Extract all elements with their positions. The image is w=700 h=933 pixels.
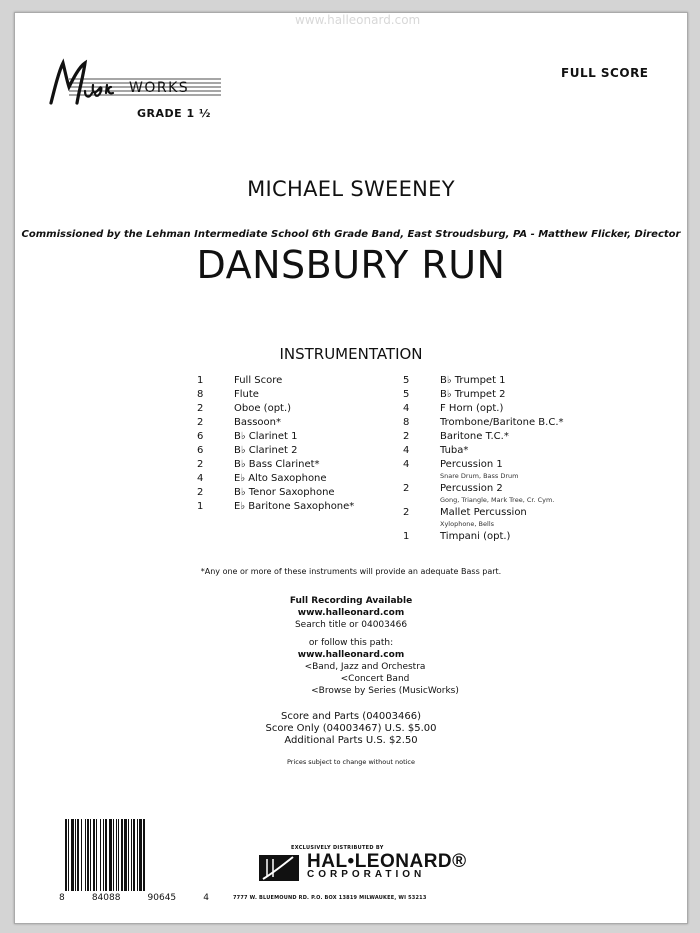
website-link[interactable]: www.halleonard.com xyxy=(297,608,405,618)
barcode-bar xyxy=(118,819,119,891)
instrument-name-text: Tuba* xyxy=(440,445,469,456)
instrument-detail: Gong, Triangle, Mark Tree, Cr. Cym. xyxy=(440,496,555,504)
instrument-quantity: 1 xyxy=(197,375,204,386)
instrument-name xyxy=(234,486,335,500)
watermark: www.halleonard.com xyxy=(295,13,421,27)
instrument-name-text: B♭ Clarinet 1 xyxy=(234,431,298,442)
barcode-bar xyxy=(124,819,127,891)
website-link-2[interactable]: www.halleonard.com xyxy=(297,650,405,660)
barcode-bar xyxy=(128,819,129,891)
pricing-info xyxy=(15,711,687,747)
bass-part-footnote: *Any one or more of these instruments will provide an adequate Bass part. xyxy=(200,567,502,576)
price-score-only: Score Only (04003467) U.S. $5.00 xyxy=(265,723,437,734)
barcode-bar xyxy=(93,819,95,891)
instrument-name-text: E♭ Alto Saxophone xyxy=(234,473,327,484)
barcode-bar xyxy=(65,819,67,891)
instrument-name-text: B♭ Trumpet 1 xyxy=(440,375,506,386)
barcode-bar xyxy=(85,819,86,891)
instrument-name xyxy=(440,374,506,388)
instrument-name xyxy=(234,416,281,430)
instrument-row xyxy=(403,482,643,506)
instrument-name xyxy=(234,458,320,472)
barcode-bar xyxy=(71,819,74,891)
instrument-quantity: 6 xyxy=(197,445,204,456)
instrument-name xyxy=(440,530,510,544)
instrument-name-text: B♭ Tenor Saxophone xyxy=(234,487,335,498)
barcode-bar xyxy=(75,819,76,891)
barcode-bar xyxy=(131,819,132,891)
follow-path-text: or follow this path: xyxy=(308,638,394,648)
instrument-name-text: Oboe (opt.) xyxy=(234,403,292,414)
distributed-by: EXCLUSIVELY DISTRIBUTED BY xyxy=(291,845,384,851)
instrument-detail: Snare Drum, Bass Drum xyxy=(440,472,519,480)
instrument-row xyxy=(197,388,397,402)
instrumentation-heading: INSTRUMENTATION xyxy=(279,345,423,363)
instrument-quantity: 2 xyxy=(403,507,410,518)
instrument-quantity: 8 xyxy=(197,389,204,400)
instrument-name xyxy=(440,430,509,444)
instrument-name-text: Full Score xyxy=(234,375,283,386)
path-step-3: <Browse by Series (MusicWorks) xyxy=(311,686,459,696)
instrumentation-list-left xyxy=(197,374,397,514)
instrument-name xyxy=(234,388,259,402)
instrument-row xyxy=(403,530,643,544)
instrument-quantity: 1 xyxy=(197,501,204,512)
barcode-bar xyxy=(137,819,138,891)
instrument-row xyxy=(197,416,397,430)
piece-title: DANSBURY RUN xyxy=(196,243,506,287)
instrument-name-text: B♭ Trumpet 2 xyxy=(440,389,506,400)
instrument-name-text: Baritone T.C.* xyxy=(440,431,509,442)
instrument-row xyxy=(197,472,397,486)
instrument-quantity: 4 xyxy=(197,473,204,484)
full-score-label: FULL SCORE xyxy=(561,66,649,80)
instrument-quantity: 2 xyxy=(197,459,204,470)
instrument-name xyxy=(440,458,519,482)
barcode xyxy=(61,819,201,901)
instrument-quantity: 2 xyxy=(403,431,410,442)
instrument-name-text: Percussion 2 xyxy=(440,483,503,494)
instrument-quantity: 4 xyxy=(403,403,410,414)
instrument-name xyxy=(234,430,298,444)
instrument-name-text: Trombone/Baritone B.C.* xyxy=(440,417,564,428)
instrument-row xyxy=(197,486,397,500)
instrument-name-text: B♭ Clarinet 2 xyxy=(234,445,298,456)
barcode-bar xyxy=(90,819,91,891)
instrument-quantity: 5 xyxy=(403,389,410,400)
publisher-name: HAL•LEONARD® xyxy=(307,851,467,872)
instrument-name-text: B♭ Bass Clarinet* xyxy=(234,459,320,470)
barcode-bar xyxy=(105,819,107,891)
barcode-bar xyxy=(87,819,89,891)
instrument-name xyxy=(440,482,554,506)
instrument-name xyxy=(234,500,354,514)
publisher-address: 7777 W. BLUEMOUND RD. P.O. BOX 13819 MILWAUKEE, WI 53213 xyxy=(233,895,427,901)
barcode-bar xyxy=(109,819,112,891)
barcode-bar xyxy=(133,819,135,891)
instrument-name xyxy=(440,416,564,430)
instrument-name xyxy=(234,402,291,416)
barcode-bar xyxy=(77,819,79,891)
price-additional-parts: Additional Parts U.S. $2.50 xyxy=(284,735,418,746)
instrument-quantity: 1 xyxy=(403,531,410,542)
instrument-name-text: F Horn (opt.) xyxy=(440,403,504,414)
instrument-name-text: Mallet Percussion xyxy=(440,507,527,518)
instrument-row xyxy=(403,458,643,482)
price-notice: Prices subject to change without notice xyxy=(286,758,416,766)
commission-note: Commissioned by the Lehman Intermediate School 6th Grade Band, East Stroudsburg, PA - Matthew Flicker, Director xyxy=(21,229,681,240)
barcode-bar xyxy=(113,819,114,891)
barcode-digits xyxy=(59,893,209,903)
instrument-row xyxy=(403,416,643,430)
instrument-quantity: 2 xyxy=(197,417,204,428)
barcode-digit-group: 4 xyxy=(203,893,209,903)
instrument-row xyxy=(403,388,643,402)
instrument-name xyxy=(234,472,327,486)
search-instruction: Search title or 04003466 xyxy=(294,620,408,630)
instrument-row xyxy=(403,430,643,444)
instrument-row xyxy=(403,402,643,416)
instrument-name xyxy=(234,374,282,388)
musicworks-logo-graphic xyxy=(45,57,225,109)
instrument-name-text: Flute xyxy=(234,389,259,400)
instrument-name-text: Percussion 1 xyxy=(440,459,503,470)
instrument-row xyxy=(197,374,397,388)
path-step-1: <Band, Jazz and Orchestra xyxy=(304,662,426,672)
instrument-quantity: 2 xyxy=(197,403,204,414)
instrument-name-text: Bassoon* xyxy=(234,417,281,428)
instrument-name xyxy=(440,506,527,530)
instrument-name xyxy=(440,388,506,402)
score-cover-page xyxy=(14,12,688,924)
grade-level: GRADE 1 ½ xyxy=(137,107,211,120)
instrument-quantity: 8 xyxy=(403,417,410,428)
instrument-row xyxy=(197,444,397,458)
recording-info xyxy=(15,595,687,697)
svg-text:WORKS: WORKS xyxy=(129,80,190,96)
instrument-quantity: 4 xyxy=(403,445,410,456)
barcode-bar xyxy=(143,819,145,891)
instrument-quantity: 6 xyxy=(197,431,204,442)
instrument-quantity: 4 xyxy=(403,459,410,470)
barcode-digit-group: 90645 xyxy=(147,893,177,903)
instrument-name xyxy=(440,402,503,416)
instrument-name-text: E♭ Baritone Saxophone* xyxy=(234,501,355,512)
instrument-quantity: 2 xyxy=(197,487,204,498)
recording-heading: Full Recording Available xyxy=(289,596,413,606)
barcode-bar xyxy=(103,819,104,891)
barcode-bar xyxy=(116,819,117,891)
instrument-row xyxy=(403,374,643,388)
instrumentation-list-right xyxy=(403,374,643,544)
composer-name: MICHAEL SWEENEY xyxy=(247,177,455,201)
barcode-bar xyxy=(100,819,101,891)
barcode-bar xyxy=(96,819,97,891)
publisher-corporation: CORPORATION xyxy=(307,869,426,880)
instrument-name xyxy=(234,444,298,458)
barcode-bar xyxy=(81,819,82,891)
instrument-row xyxy=(197,500,397,514)
instrument-name xyxy=(440,444,468,458)
instrument-detail: Xylophone, Bells xyxy=(440,520,495,528)
barcode-bar xyxy=(121,819,123,891)
barcode-bar xyxy=(139,819,142,891)
price-score-and-parts: Score and Parts (04003466) xyxy=(280,711,421,722)
instrument-name-text: Timpani (opt.) xyxy=(440,531,511,542)
instrument-row xyxy=(403,444,643,458)
instrument-quantity: 5 xyxy=(403,375,410,386)
barcode-digit-group: 84088 xyxy=(91,893,121,903)
instrument-row xyxy=(197,458,397,472)
instrument-quantity: 2 xyxy=(403,483,410,494)
instrument-row xyxy=(403,506,643,530)
instrument-row xyxy=(197,430,397,444)
barcode-digit-group: 8 xyxy=(59,893,65,903)
instrument-row xyxy=(197,402,397,416)
barcode-bar xyxy=(68,819,69,891)
path-step-2: <Concert Band xyxy=(340,674,410,684)
